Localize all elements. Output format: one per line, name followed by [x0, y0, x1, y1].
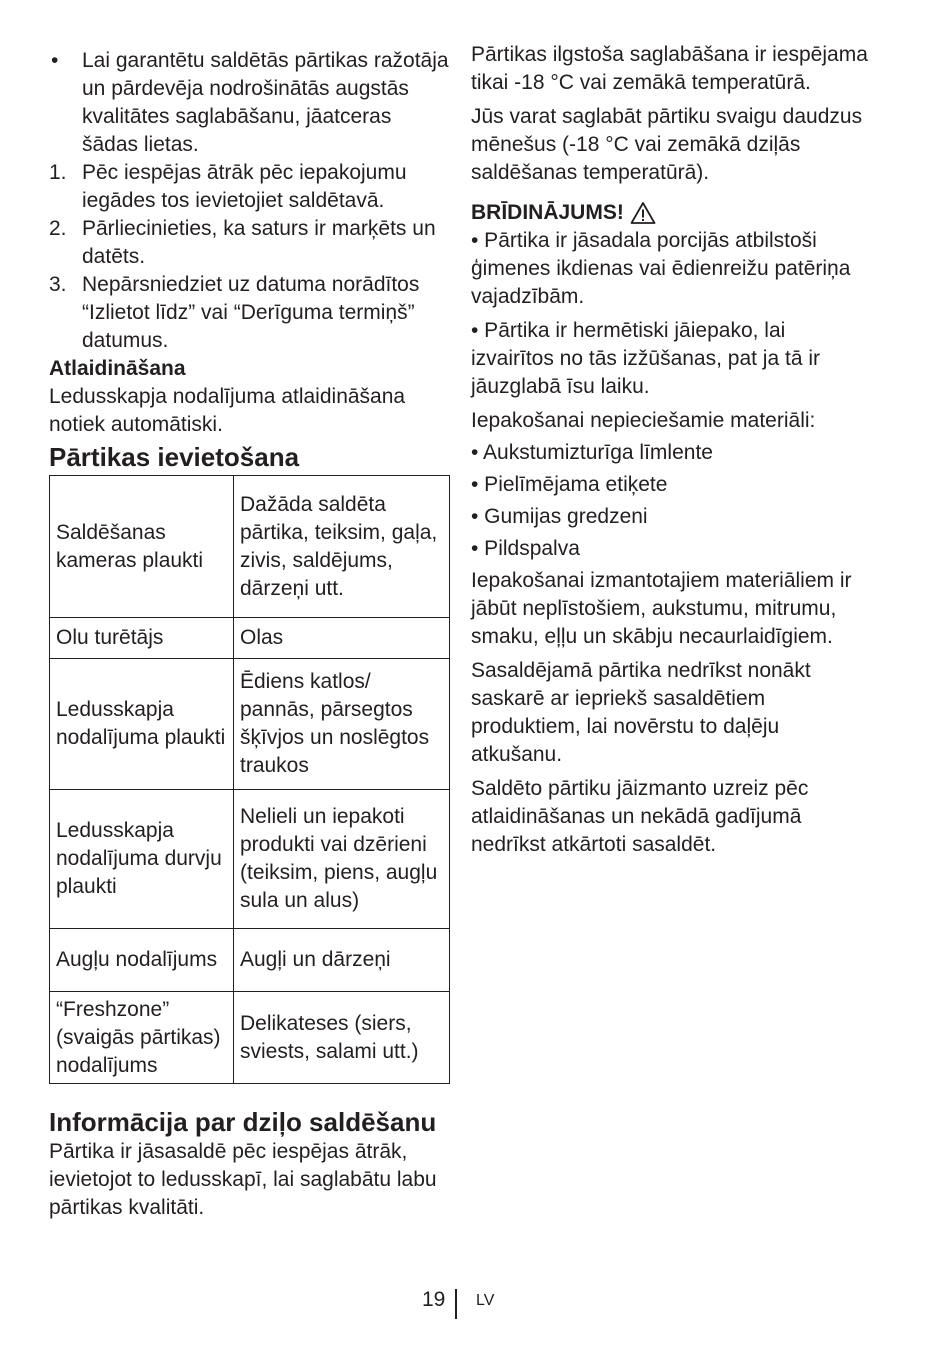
table-row — [50, 929, 450, 992]
table-row — [50, 476, 450, 618]
item-text: Pēc iespējas ātrāk pēc iepakojumu iegādes tos ievietojiet saldētavā. — [82, 161, 407, 212]
deep-freeze-title: Informācija par dziļo saldēšanu — [49, 1107, 437, 1137]
materials-item: • Pildspalva — [471, 537, 580, 560]
warning-item: • Pārtika ir jāsadala porcijās atbilstoši ģimenes ikdienas vai ēdienreižu patēriņa vajadzībām. — [471, 229, 851, 308]
table-cell-items: Dažāda saldēta pārtika, teiksim, gaļa, zivis, saldējums, dārzeņi utt. — [234, 476, 450, 618]
materials-requirements: Iepakošanai izmantotajiem materiāliem ir jābūt neplīstošiem, aukstumu, mitrumu, smaku, eļļu un skābju necaurlaidīgiem. — [471, 569, 852, 648]
numbered-item — [49, 215, 451, 271]
thaw-paragraph: Saldēto pārtiku jāizmanto uzreiz pēc atlaidināšanas un nekādā gadījumā nedrīkst atkārtoti sasaldēt. — [471, 777, 809, 856]
table-row — [50, 659, 450, 790]
placement-table — [49, 475, 450, 1084]
table-cell-place: Ledusskapja nodalījuma durvju plaukti — [50, 790, 234, 929]
intro-bullet — [49, 47, 451, 159]
table-row — [50, 618, 450, 659]
defrost-heading: Atlaidināšana — [49, 357, 186, 380]
storage-paragraph: Pārtikas ilgstoša saglabāšana ir iespējama tikai -18 °C vai zemākā temperatūrā. — [471, 43, 868, 94]
table-row — [50, 992, 450, 1084]
left-column — [49, 47, 451, 1222]
warning-triangle-icon — [630, 201, 656, 225]
right-column — [471, 41, 871, 859]
item-number: 1. — [49, 161, 67, 184]
item-number: 3. — [49, 273, 67, 296]
page-number: 19 — [422, 1288, 446, 1311]
materials-item: • Pielīmējama etiķete — [471, 473, 668, 496]
numbered-item — [49, 159, 451, 215]
language-code: LV — [476, 1292, 495, 1309]
materials-item: • Aukstumizturīga līmlente — [471, 441, 713, 464]
placement-title: Pārtikas ievietošana — [49, 442, 300, 472]
table-cell-place: Olu turētājs — [50, 618, 234, 659]
materials-item: • Gumijas gredzeni — [471, 505, 648, 528]
contact-warning: Sasaldējamā pārtika nedrīkst nonākt saskarē ar iepriekš sasaldētiem produktiem, lai novērstu to daļēju atkušanu. — [471, 659, 811, 766]
table-cell-items: Olas — [234, 618, 450, 659]
table-cell-items: Nelieli un iepakoti produkti vai dzērieni (teiksim, piens, augļu sula un alus) — [234, 790, 450, 929]
table-cell-place: “Freshzone” (svaigās pārtikas) nodalījums — [50, 992, 234, 1084]
table-cell-place: Augļu nodalījums — [50, 929, 234, 992]
storage-months-paragraph: Jūs varat saglabāt pārtiku svaigu daudzus mēnešus (-18 °C vai zemākā dziļās saldēšanas temperatūrā). — [471, 105, 863, 184]
warning-label: BRĪDINĀJUMS! — [471, 201, 624, 224]
item-text: Pārliecinieties, ka saturs ir marķēts un datēts. — [82, 217, 436, 268]
materials-intro: Iepakošanai nepieciešamie materiāli: — [471, 409, 816, 432]
footer-divider — [455, 1289, 457, 1319]
table-cell-place: Ledusskapja nodalījuma plaukti — [50, 659, 234, 790]
table-cell-items: Ēdiens katlos/ pannās, pārsegtos šķīvjos un noslēgtos traukos — [234, 659, 450, 790]
defrost-text: Ledusskapja nodalījuma atlaidināšana notiek automātiski. — [49, 385, 406, 436]
numbered-item — [49, 271, 451, 355]
item-number: 2. — [49, 217, 67, 240]
table-cell-items: Augļi un dārzeņi — [234, 929, 450, 992]
intro-bullet-text: Lai garantētu saldētās pārtikas ražotāja un pārdevēja nodrošinātās augstās kvalitātes saglabāšanu, jāatceras šādas lietas. — [82, 49, 449, 156]
table-row — [50, 790, 450, 929]
warning-item: • Pārtika ir hermētiski jāiepako, lai izvairītos no tās izžūšanas, pat ja tā ir jāuzglabā īsu laiku. — [471, 319, 820, 398]
table-cell-items: Delikateses (siers, sviests, salami utt.) — [234, 992, 450, 1084]
warning-heading — [471, 199, 871, 227]
deep-freeze-text: Pārtika ir jāsasaldē pēc iespējas ātrāk, ievietojot to ledusskapī, lai saglabātu labu pārtikas kvalitāti. — [49, 1140, 437, 1219]
item-text: Nepārsniedziet uz datuma norādītos “Izlietot līdz” vai “Derīguma termiņš” datumus. — [82, 273, 420, 352]
table-cell-place: Saldēšanas kameras plaukti — [50, 476, 234, 618]
bullet-icon: • — [51, 49, 59, 72]
